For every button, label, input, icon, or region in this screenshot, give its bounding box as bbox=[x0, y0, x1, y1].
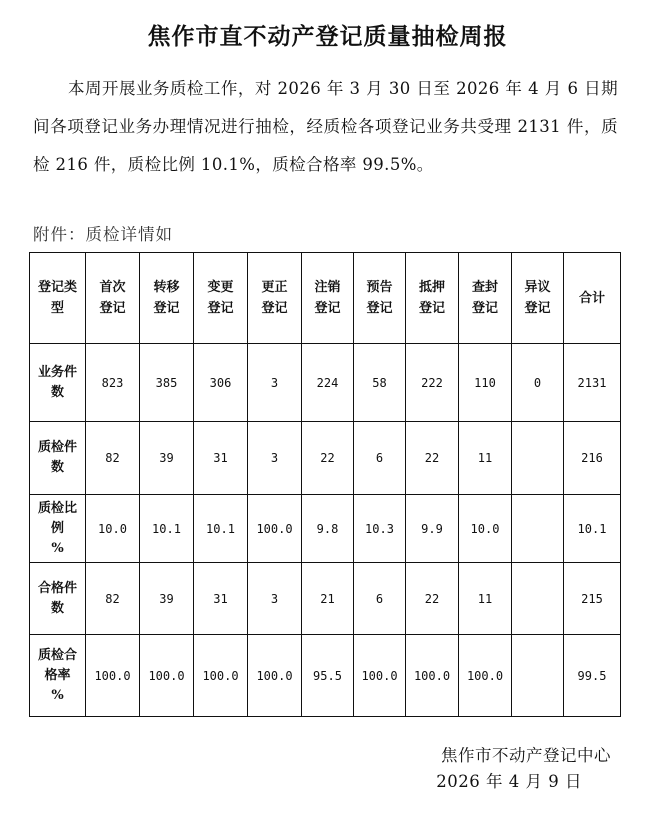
row-header bbox=[30, 495, 86, 563]
column-header-text: 登记 bbox=[153, 301, 180, 316]
column-header-text: 查封 bbox=[471, 280, 498, 295]
table-cell: 100.0 bbox=[248, 495, 302, 563]
column-header-text: 变更 bbox=[207, 280, 234, 295]
row-header bbox=[30, 344, 86, 422]
column-header-text: 预告 bbox=[366, 280, 393, 295]
column-header bbox=[86, 253, 140, 344]
table-cell: 3 bbox=[248, 344, 302, 422]
column-header-text: 异议 bbox=[524, 280, 551, 295]
column-header-text: 登记 bbox=[99, 301, 126, 316]
table-cell: 215 bbox=[564, 563, 621, 635]
column-header-text: 合计 bbox=[578, 290, 605, 306]
column-header-text: 登记 bbox=[366, 301, 393, 316]
table-cell: 6 bbox=[354, 422, 406, 495]
column-header-text: 登记 bbox=[418, 301, 445, 316]
table-cell: 100.0 bbox=[354, 635, 406, 717]
column-header-text: 登记 bbox=[207, 301, 234, 316]
table-cell: 10.1 bbox=[564, 495, 621, 563]
column-header-text: 转移 bbox=[153, 280, 180, 295]
table-cell bbox=[512, 422, 564, 495]
table-cell: 11 bbox=[459, 563, 512, 635]
row-header-text: 质检比 bbox=[37, 500, 77, 516]
table-cell: 22 bbox=[302, 422, 354, 495]
table-row bbox=[30, 563, 621, 635]
table-cell: 39 bbox=[140, 422, 194, 495]
table-row bbox=[30, 344, 621, 422]
column-header-text: 登记 bbox=[471, 301, 498, 316]
row-header-text: 数 bbox=[50, 600, 64, 616]
table-cell: 82 bbox=[86, 563, 140, 635]
report-intro-paragraph: 本周开展业务质检工作，对 2026 年 3 月 30 日至 2026 年 4 月 6 日期间各项登记业务办理情况进行抽检，经质检各项登记业务共受理 2131 件，质检 216 件，质检比例 10.1%，质检合格率 99.5%。 bbox=[33, 79, 618, 174]
row-header-text: 格率 bbox=[44, 667, 71, 683]
column-header bbox=[30, 253, 86, 344]
table-cell: 110 bbox=[459, 344, 512, 422]
table-cell: 31 bbox=[194, 422, 248, 495]
attachment-note: 附件：质检详情如 bbox=[33, 225, 173, 244]
table-cell bbox=[512, 563, 564, 635]
table-cell: 9.9 bbox=[406, 495, 459, 563]
column-header-text: 登记 bbox=[261, 301, 288, 316]
row-header bbox=[30, 563, 86, 635]
table-cell: 10.1 bbox=[140, 495, 194, 563]
row-header-text: 业务件 bbox=[37, 364, 77, 380]
column-header bbox=[512, 253, 564, 344]
row-header-text: 数 bbox=[50, 460, 64, 475]
report-title: 焦作市直不动产登记质量抽检周报 bbox=[147, 24, 508, 50]
row-header bbox=[30, 635, 86, 717]
row-header-text: 质检合 bbox=[37, 647, 77, 663]
row-header-text: 质检件 bbox=[37, 440, 77, 455]
column-header bbox=[459, 253, 512, 344]
table-cell: 100.0 bbox=[140, 635, 194, 717]
column-header-text: 登记 bbox=[524, 301, 551, 316]
table-cell: 224 bbox=[302, 344, 354, 422]
column-header bbox=[354, 253, 406, 344]
table-cell: 22 bbox=[406, 422, 459, 495]
table-row bbox=[30, 635, 621, 717]
table-cell: 823 bbox=[86, 344, 140, 422]
table-cell: 11 bbox=[459, 422, 512, 495]
table-cell: 100.0 bbox=[406, 635, 459, 717]
report-date: 2026 年 4 月 9 日 bbox=[436, 772, 582, 791]
table-header-row bbox=[30, 253, 621, 344]
row-header-text: 数 bbox=[50, 384, 64, 400]
column-header-text: 更正 bbox=[261, 280, 288, 295]
table-cell: 0 bbox=[512, 344, 564, 422]
column-header bbox=[564, 253, 621, 344]
column-header-text: 首次 bbox=[99, 280, 126, 295]
table-cell: 216 bbox=[564, 422, 621, 495]
table-cell: 385 bbox=[140, 344, 194, 422]
table-row bbox=[30, 495, 621, 563]
table-body bbox=[30, 253, 621, 717]
table-cell: 100.0 bbox=[248, 635, 302, 717]
row-header-text: % bbox=[51, 540, 64, 556]
quality-check-table bbox=[29, 252, 621, 717]
column-header-text: 型 bbox=[50, 301, 64, 316]
table-cell: 100.0 bbox=[194, 635, 248, 717]
row-header bbox=[30, 422, 86, 495]
table-cell: 100.0 bbox=[86, 635, 140, 717]
table-cell: 306 bbox=[194, 344, 248, 422]
table-cell: 222 bbox=[406, 344, 459, 422]
table-cell: 3 bbox=[248, 563, 302, 635]
table-cell: 21 bbox=[302, 563, 354, 635]
table-cell: 2131 bbox=[564, 344, 621, 422]
table-cell: 99.5 bbox=[564, 635, 621, 717]
column-header-text: 登记 bbox=[314, 301, 341, 316]
column-header-text: 注销 bbox=[314, 280, 341, 295]
column-header bbox=[406, 253, 459, 344]
column-header bbox=[248, 253, 302, 344]
table-cell: 10.0 bbox=[86, 495, 140, 563]
table-cell bbox=[512, 635, 564, 717]
table-cell: 100.0 bbox=[459, 635, 512, 717]
row-header-text: 例 bbox=[50, 520, 64, 536]
table-cell: 39 bbox=[140, 563, 194, 635]
table-cell: 95.5 bbox=[302, 635, 354, 717]
table-cell: 58 bbox=[354, 344, 406, 422]
column-header bbox=[194, 253, 248, 344]
issuing-organization: 焦作市不动产登记中心 bbox=[441, 746, 611, 765]
table-cell: 31 bbox=[194, 563, 248, 635]
table-cell: 10.0 bbox=[459, 495, 512, 563]
table-cell: 3 bbox=[248, 422, 302, 495]
table-cell: 6 bbox=[354, 563, 406, 635]
column-header bbox=[140, 253, 194, 344]
row-header-text: % bbox=[51, 687, 64, 703]
table-cell: 10.3 bbox=[354, 495, 406, 563]
table-row bbox=[30, 422, 621, 495]
table-cell: 10.1 bbox=[194, 495, 248, 563]
table-cell: 22 bbox=[406, 563, 459, 635]
table-cell: 9.8 bbox=[302, 495, 354, 563]
column-header bbox=[302, 253, 354, 344]
column-header-text: 抵押 bbox=[418, 280, 445, 295]
table-cell bbox=[512, 495, 564, 563]
column-header-text: 登记类 bbox=[37, 280, 77, 295]
row-header-text: 合格件 bbox=[37, 580, 77, 596]
table-cell: 82 bbox=[86, 422, 140, 495]
